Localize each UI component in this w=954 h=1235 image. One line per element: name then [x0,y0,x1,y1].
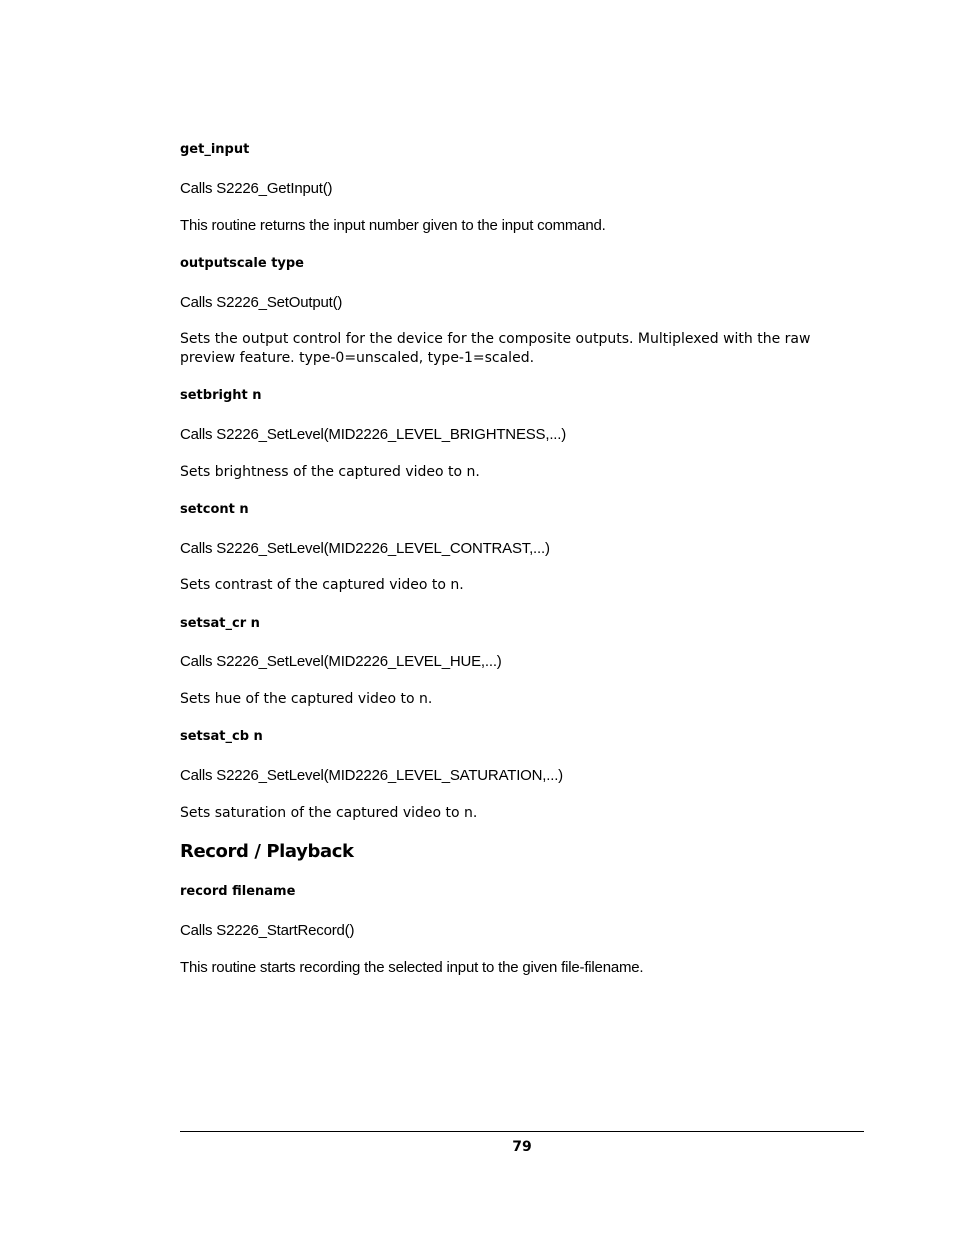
footer-divider [180,1131,864,1132]
page-number: 79 [512,1139,532,1155]
command-heading-setsat-cb: setsat_cb n [180,729,263,744]
calls-setsat-cb: Calls S2226_SetLevel(MID2226_LEVEL_SATURATION,...) [180,767,563,784]
description-setbright: Sets brightness of the captured video to n. [180,464,480,480]
description-record: This routine starts recording the selected input to the given file-filename. [180,959,644,976]
command-heading-record: record filename [180,884,296,899]
calls-record: Calls S2226_StartRecord() [180,922,355,939]
command-heading-setcont: setcont n [180,502,249,517]
section-title-record-playback: Record / Playback [180,841,354,862]
calls-setcont: Calls S2226_SetLevel(MID2226_LEVEL_CONTRAST,...) [180,540,550,557]
command-heading-get-input: get_input [180,142,250,157]
calls-setbright: Calls S2226_SetLevel(MID2226_LEVEL_BRIGHTNESS,...) [180,426,567,443]
command-heading-setsat-cr: setsat_cr n [180,616,260,631]
description-setcont: Sets contrast of the captured video to n. [180,577,464,593]
description-outputscale: Sets the output control for the device for the composite outputs. Multiplexed with the raw preview feature. type-0=unscaled, type-1=scaled. [180,331,811,366]
calls-outputscale: Calls S2226_SetOutput() [180,294,343,311]
command-heading-outputscale: outputscale type [180,256,305,271]
description-get-input: This routine returns the input number given to the input command. [180,217,606,234]
description-setsat-cb: Sets saturation of the captured video to n. [180,805,478,821]
description-setsat-cr: Sets hue of the captured video to n. [180,691,433,707]
calls-get-input: Calls S2226_GetInput() [180,180,333,197]
command-heading-setbright: setbright n [180,388,262,403]
calls-setsat-cr: Calls S2226_SetLevel(MID2226_LEVEL_HUE,...) [180,653,502,670]
